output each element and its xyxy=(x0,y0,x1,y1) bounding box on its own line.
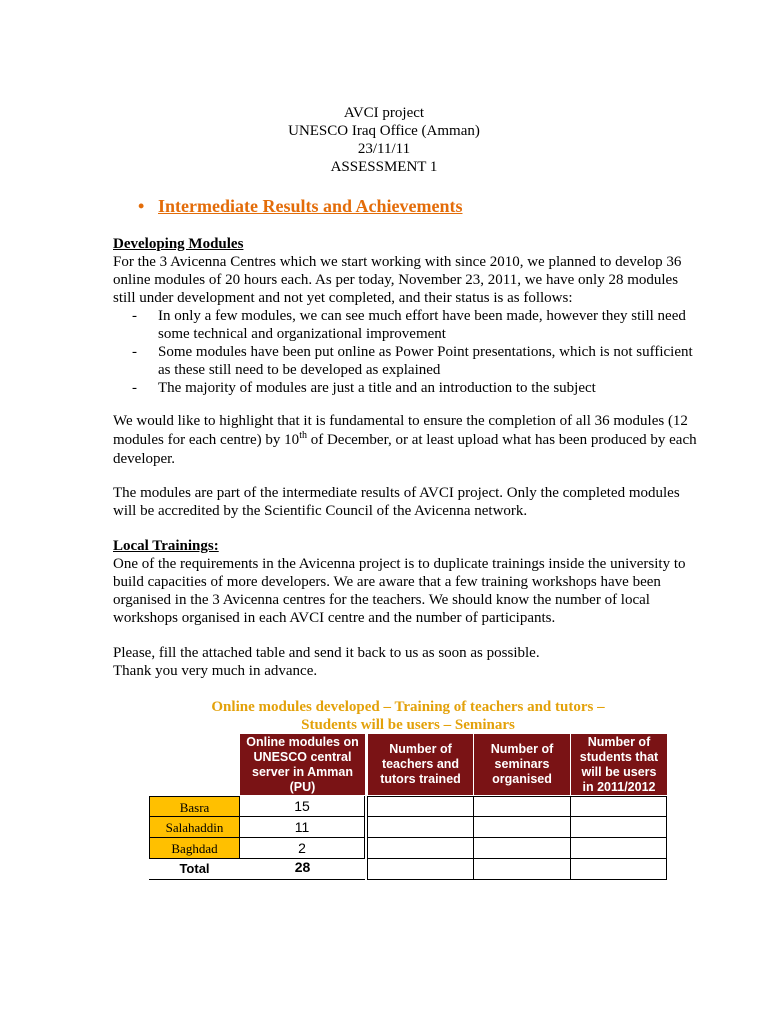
paragraph-line xyxy=(113,431,713,449)
local-trainings-title: Local Trainings: xyxy=(113,538,219,554)
modules-value-cell: 2 xyxy=(240,838,365,859)
header-students xyxy=(571,734,667,795)
teachers-input-cell[interactable] xyxy=(367,817,474,838)
list-item xyxy=(113,379,713,397)
table-title-line: Students will be users – Seminars xyxy=(301,717,515,733)
paragraph-line: We would like to highlight that it is fundamental to ensure the completion of all 36 modules (12 xyxy=(113,413,688,429)
document-header xyxy=(0,104,768,176)
paragraph-line: still under development and not yet completed, and their status is as follows: xyxy=(113,290,573,306)
project-name: AVCI project xyxy=(343,105,425,121)
header-line: UNESCO central xyxy=(253,749,352,764)
bullet-icon: • xyxy=(138,196,145,216)
header-line: tutors trained xyxy=(380,772,461,786)
header-line: will be users xyxy=(581,764,657,779)
list-item-text: as these still need to be developed as explained xyxy=(158,362,441,378)
paragraph-line: online modules of 20 hours each. As per today, November 23, 2011, we have only 28 modules xyxy=(113,272,679,288)
paragraph-line: One of the requirements in the Avicenna project is to duplicate trainings inside the university to xyxy=(113,556,686,572)
seminars-input-cell[interactable] xyxy=(474,817,571,838)
header-line: (PU) xyxy=(289,779,316,794)
developing-modules-title: Developing Modules xyxy=(113,236,244,252)
dash-icon: - xyxy=(132,344,137,360)
thanks-line: Thank you very much in advance. xyxy=(113,663,318,679)
table-title-line: Online modules developed – Training of teachers and tutors – xyxy=(211,699,605,715)
header-line: students that xyxy=(579,749,659,764)
paragraph-line: build capacities of more developers. We are aware that a few training workshops have been xyxy=(113,574,661,590)
list-item xyxy=(113,343,713,379)
total-label: Total xyxy=(149,859,240,880)
header-line: organised xyxy=(492,772,552,786)
text-run: of December, or at least upload what has been produced by each xyxy=(306,432,697,448)
city-cell: Baghdad xyxy=(149,838,240,859)
paragraph-line: developer. xyxy=(113,451,176,467)
modules-value-cell: 15 xyxy=(240,796,365,817)
request-line: Please, fill the attached table and send it back to us as soon as possible. xyxy=(113,645,540,661)
students-total-cell[interactable] xyxy=(571,859,667,880)
header-line: Online modules on xyxy=(246,734,359,749)
header-teachers-trained xyxy=(368,734,473,795)
superscript: th xyxy=(299,430,307,441)
students-input-cell[interactable] xyxy=(571,817,667,838)
header-online-modules xyxy=(240,734,365,795)
paragraph-line: For the 3 Avicenna Centres which we start working with since 2010, we planned to develop 36 xyxy=(113,254,682,270)
header-line: teachers and xyxy=(381,757,460,771)
header-seminars xyxy=(474,734,570,795)
seminars-input-cell[interactable] xyxy=(474,838,571,859)
assessment-title: ASSESSMENT 1 xyxy=(330,159,438,175)
paragraph-line: will be accredited by the Scientific Council of the Avicenna network. xyxy=(113,503,528,519)
section-heading xyxy=(138,196,462,217)
text-run: modules for each centre) by 10 xyxy=(113,432,300,448)
accreditation-paragraph xyxy=(113,484,713,520)
total-value: 28 xyxy=(240,857,365,880)
students-input-cell[interactable] xyxy=(571,796,667,817)
header-line: server in Amman xyxy=(252,764,353,779)
paragraph-line: workshops organised in each AVCI centre and the number of participants. xyxy=(113,610,556,626)
header-line: Number of xyxy=(490,742,554,756)
students-input-cell[interactable] xyxy=(571,838,667,859)
list-item-text: In only a few modules, we can see much effort have been made, however they still need xyxy=(158,308,686,324)
header-line: in 2011/2012 xyxy=(582,779,656,794)
section-heading-text: Intermediate Results and Achievements xyxy=(158,196,463,216)
city-cell: Basra xyxy=(149,796,240,817)
developing-modules-section xyxy=(113,235,713,397)
closing-paragraph xyxy=(113,644,713,680)
list-item-text: The majority of modules are just a title and an introduction to the subject xyxy=(158,380,596,396)
dash-icon: - xyxy=(132,308,137,324)
table-title xyxy=(148,698,668,734)
header-line: Number of xyxy=(587,734,651,749)
teachers-input-cell[interactable] xyxy=(367,838,474,859)
office-name: UNESCO Iraq Office (Amman) xyxy=(288,123,480,139)
list-item xyxy=(113,307,713,343)
document-date: 23/11/11 xyxy=(357,141,411,157)
seminars-input-cell[interactable] xyxy=(474,796,571,817)
dash-icon: - xyxy=(132,380,137,396)
completion-paragraph xyxy=(113,412,713,468)
list-item-text: Some modules have been put online as Power Point presentations, which is not sufficient xyxy=(158,344,693,360)
local-trainings-section xyxy=(113,537,713,627)
city-cell: Salahaddin xyxy=(149,817,240,838)
teachers-input-cell[interactable] xyxy=(367,796,474,817)
paragraph-line: The modules are part of the intermediate results of AVCI project. Only the completed modules xyxy=(113,485,680,501)
header-line: seminars xyxy=(494,757,550,771)
paragraph-line: organised in the 3 Avicenna centres for the teachers. We should know the number of local xyxy=(113,592,650,608)
seminars-total-cell[interactable] xyxy=(474,859,571,880)
header-line: Number of xyxy=(389,742,452,756)
list-item-text: some technical and organizational improvement xyxy=(158,326,446,342)
modules-value-cell: 11 xyxy=(240,817,365,838)
teachers-total-cell[interactable] xyxy=(367,859,474,880)
